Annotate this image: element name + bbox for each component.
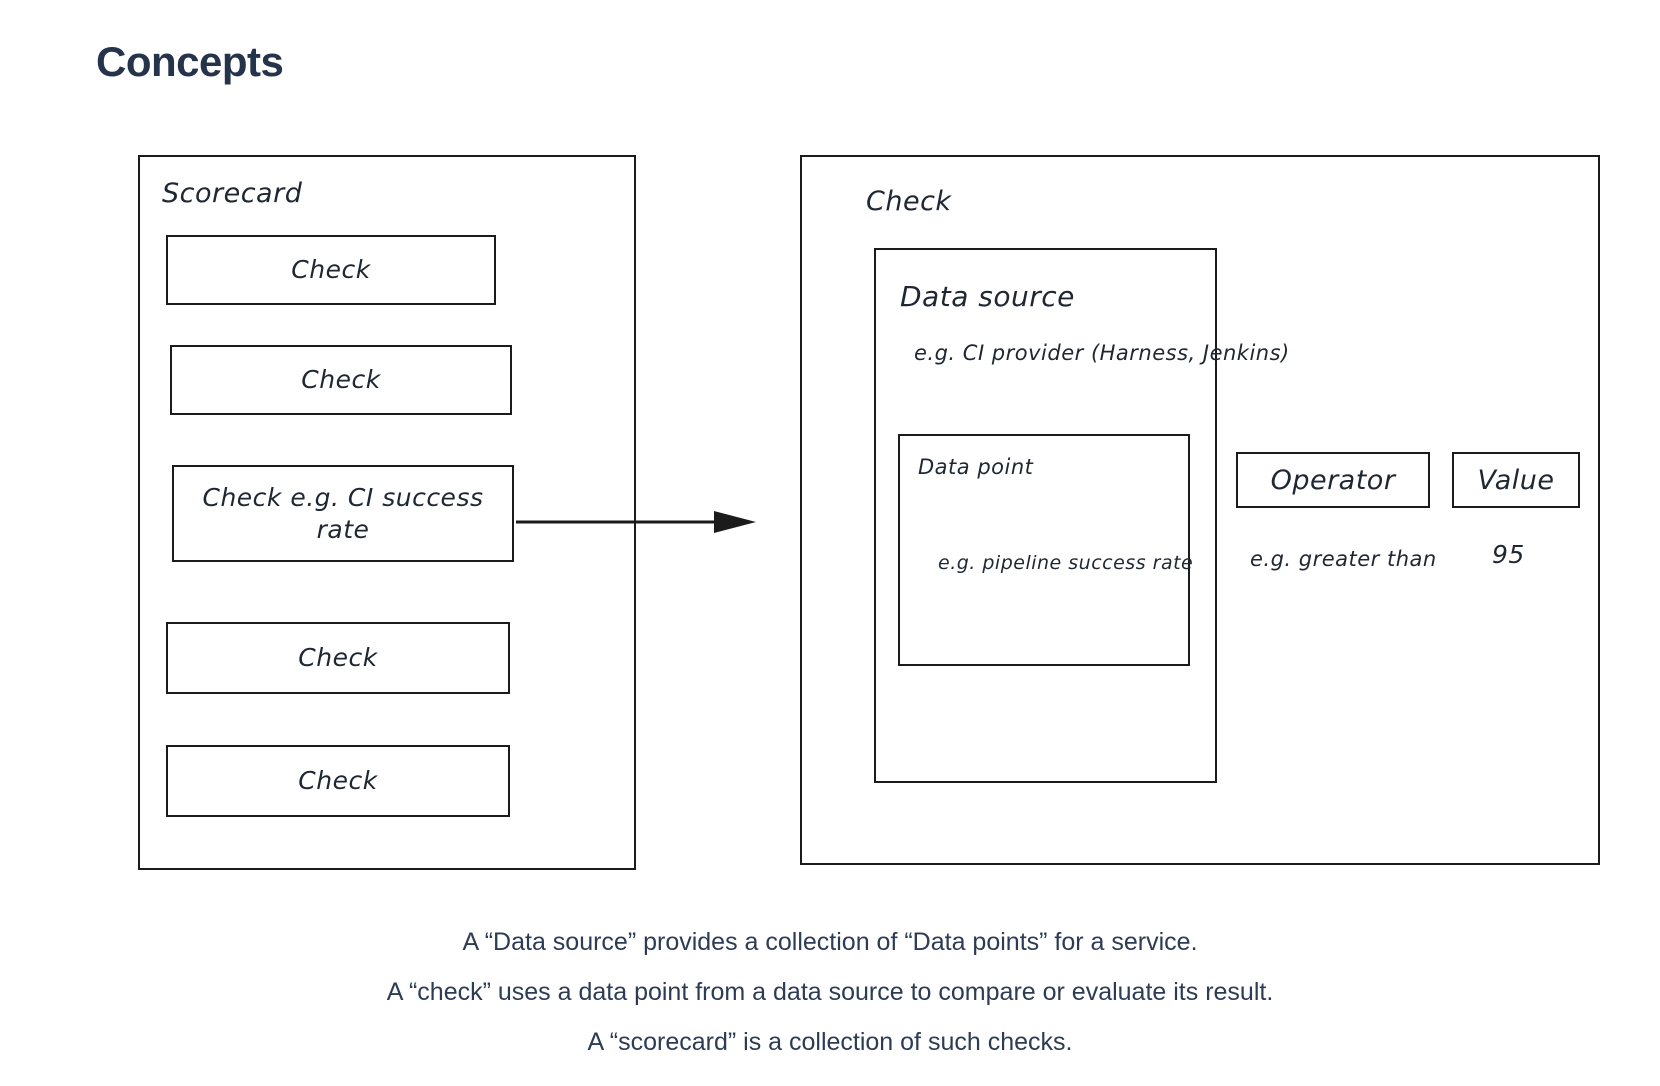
data-point-title: Data point	[918, 455, 1034, 479]
scorecard-check-item[interactable]: Check	[170, 345, 512, 415]
data-source-title: Data source	[900, 280, 1075, 313]
scorecard-check-item[interactable]: Check	[166, 235, 496, 305]
value-number: 95	[1492, 540, 1525, 569]
operator-example: e.g. greater than	[1250, 547, 1437, 571]
scorecard-check-item[interactable]: Check	[166, 745, 510, 817]
page-title: Concepts	[96, 38, 284, 86]
check-label: Check	[866, 186, 952, 217]
scorecard-check-item-ci-success-rate[interactable]: Check e.g. CI success rate	[172, 465, 514, 562]
value-box[interactable]: Value	[1452, 452, 1580, 508]
caption-line-1: A “Data source” provides a collection of “Data points” for a service.	[462, 928, 1198, 956]
data-point-example: e.g. pipeline success rate	[938, 552, 1194, 574]
caption-line-2: A “check” uses a data point from a data source to compare or evaluate its result.	[386, 978, 1274, 1006]
data-source-example: e.g. CI provider (Harness, Jenkins)	[914, 341, 1290, 365]
caption-line-3: A “scorecard” is a collection of such checks.	[587, 1028, 1073, 1056]
scorecard-label: Scorecard	[162, 178, 303, 209]
operator-box[interactable]: Operator	[1236, 452, 1430, 508]
scorecard-check-item[interactable]: Check	[166, 622, 510, 694]
arrow-right-icon	[516, 510, 756, 534]
